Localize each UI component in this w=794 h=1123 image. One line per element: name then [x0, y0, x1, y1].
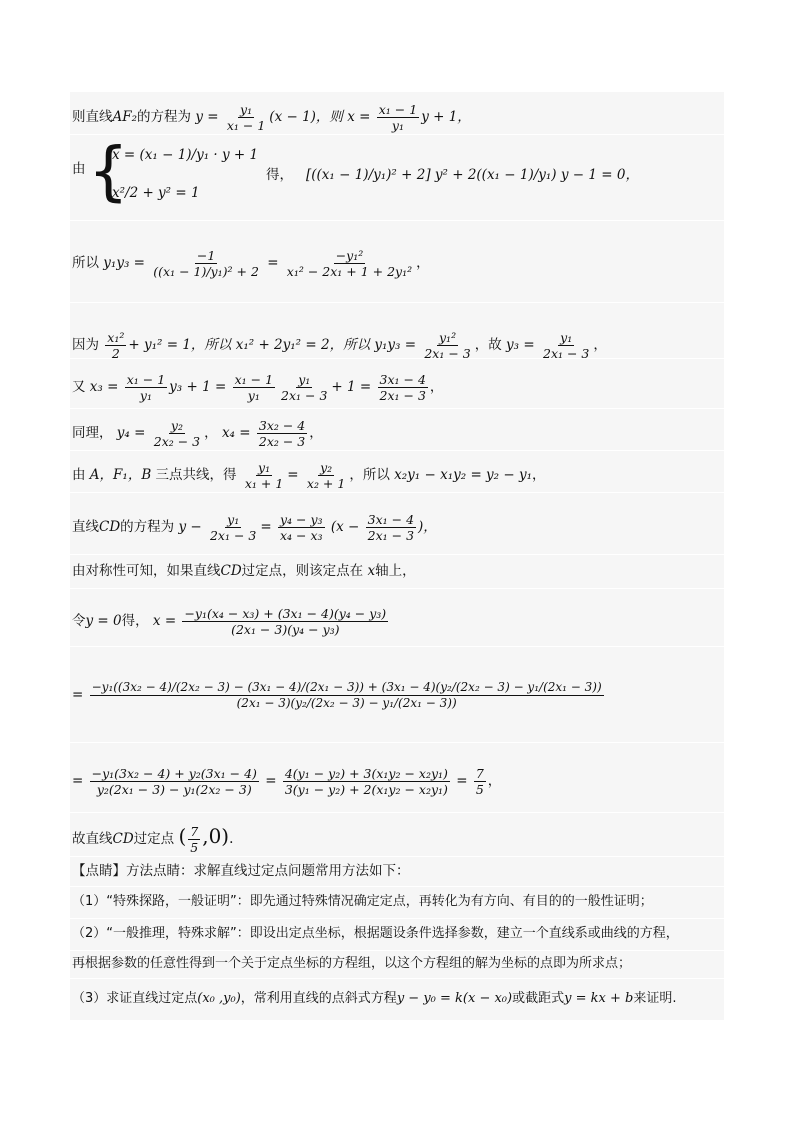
- denominator: ((x₁ − 1)/y₁)² + 2: [153, 264, 259, 279]
- math: =: [72, 687, 84, 703]
- numerator: 7: [190, 824, 199, 839]
- row-1: [70, 92, 724, 135]
- row-6: [70, 408, 724, 451]
- row-16: [70, 918, 724, 951]
- row-8: [70, 492, 724, 555]
- denominator: x₂ + 1: [306, 476, 346, 491]
- denominator: (2x₁ − 3)(y₄ − y₃): [231, 622, 340, 637]
- fraction: [125, 372, 167, 403]
- text: 来证明.: [633, 991, 677, 1006]
- line-tongli: [72, 418, 323, 449]
- row-14: [70, 856, 724, 887]
- text: 令: [72, 613, 86, 629]
- method-3: [72, 990, 676, 1008]
- label-you: [72, 160, 86, 178]
- numerator: y₂: [170, 418, 183, 433]
- denominator: 2x₂ − 3: [153, 434, 201, 449]
- fraction: [243, 460, 285, 491]
- math: + 1 =: [331, 379, 372, 395]
- math: x =: [347, 109, 371, 125]
- denominator: 3(y₁ − y₂) + 2(x₁y₂ − x₂y₁): [284, 782, 448, 797]
- numerator: y₄ − y₃: [279, 512, 323, 527]
- math: A，F₁，B: [89, 467, 152, 483]
- math: .: [229, 831, 234, 847]
- fraction: [279, 372, 329, 403]
- fraction: [377, 102, 419, 133]
- denominator: 2x₁ − 3: [424, 346, 471, 361]
- math: CD: [99, 519, 121, 535]
- tag-dianjing: 【点睛】: [72, 863, 126, 879]
- line-symmetry: [72, 562, 416, 580]
- line-cd-equation: [72, 512, 437, 543]
- numerator: −y₁(x₄ − x₃) + (3x₁ − 4)(y₄ − y₃): [184, 606, 387, 621]
- line-collinear: [72, 460, 546, 491]
- fraction: [541, 330, 591, 361]
- text-de: 得，: [266, 167, 293, 183]
- line-af2-equation: [72, 102, 471, 133]
- denominator: 2x₁ − 3: [209, 528, 257, 543]
- text: 故直线: [72, 831, 113, 847]
- math: y −: [178, 519, 202, 535]
- method-1: （1）“特殊探路，一般证明”：即先通过特殊情况确定定点，再转化为有方向、有目的的一般性证明；: [72, 894, 653, 909]
- text: 方法点睛：求解直线过定点问题常用方法如下：: [126, 863, 410, 879]
- fraction: [257, 418, 307, 449]
- math: x₃ =: [89, 379, 119, 395]
- denominator: y₁: [391, 118, 404, 133]
- fraction: [152, 418, 202, 449]
- math: y = 0: [85, 613, 122, 629]
- fraction: [366, 512, 416, 543]
- denominator: 5: [190, 840, 199, 855]
- text: ，故: [474, 337, 502, 353]
- math: y₁y₃ =: [374, 337, 417, 353]
- numerator: 3x₂ − 4: [258, 418, 306, 433]
- math: =: [287, 467, 299, 483]
- numerator: x₁ − 1: [378, 102, 418, 117]
- fraction: [188, 824, 200, 855]
- math: =: [260, 519, 272, 535]
- denominator: x₁² − 2x₁ + 1 + 2y₁²: [286, 264, 413, 279]
- text: 得，: [121, 613, 149, 629]
- math: CD: [220, 563, 242, 579]
- math: =: [72, 773, 84, 789]
- fraction: [90, 766, 259, 797]
- math: y₃ + 1 =: [169, 379, 227, 395]
- denominator: y₁: [247, 388, 260, 403]
- math: y₃ =: [506, 337, 535, 353]
- solution-panel: [70, 92, 724, 1020]
- math: =: [267, 255, 279, 271]
- line-let-y-zero: [72, 606, 390, 637]
- math: ，: [309, 425, 323, 441]
- denominator: 2x₁ − 3: [367, 528, 415, 543]
- denominator: x₄ − x₃: [280, 528, 323, 543]
- row-12: [70, 742, 724, 813]
- numerator: −y₁(3x₂ − 4) + y₂(3x₁ − 4): [91, 766, 257, 781]
- math: x₂y₁ − x₁y₂ = y₂ − y₁: [394, 467, 533, 483]
- numerator: −1: [196, 248, 216, 263]
- system-equation-1: x = (x₁ − 1)/y₁ · y + 1: [112, 147, 259, 163]
- text: 或截距式: [512, 991, 565, 1006]
- left-brace-icon: {: [88, 135, 129, 209]
- fraction: [208, 512, 258, 543]
- method-2-cont: 再根据参数的任意性得到一个关于定点坐标的方程组，以这个方程组的解为坐标的点即为所求点；: [72, 956, 632, 971]
- math: (x − 1)，则: [269, 109, 343, 125]
- row-11: [70, 646, 724, 743]
- denominator: 2x₁ − 3: [543, 346, 590, 361]
- math: =: [456, 773, 468, 789]
- math: CD: [112, 831, 134, 847]
- denominator: 2x₁ − 3: [281, 388, 328, 403]
- fraction: [151, 248, 261, 279]
- math: y₁y₃ =: [103, 255, 145, 271]
- text: 同理，: [72, 425, 113, 441]
- math: y − y₀ = k(x − x₀): [396, 991, 513, 1006]
- numerator: 4(y₁ − y₂) + 3(x₁y₂ − x₂y₁): [284, 766, 448, 781]
- math: y =: [195, 109, 219, 125]
- fraction: [182, 606, 388, 637]
- math: )，: [418, 519, 437, 535]
- fraction: [283, 766, 450, 797]
- math: ，: [204, 425, 218, 441]
- numerator: y₁: [560, 330, 573, 345]
- numerator: y₁: [258, 460, 271, 475]
- row-9: [70, 554, 724, 589]
- text: 由: [72, 161, 86, 177]
- numerator: y₂: [320, 460, 333, 475]
- numerator: y₁: [298, 372, 311, 387]
- text: ，所以: [349, 467, 390, 483]
- text: 又: [72, 379, 86, 395]
- fraction: [422, 330, 472, 361]
- fraction: [225, 102, 267, 133]
- math: y + 1，: [421, 109, 471, 125]
- math: y = kx + b: [564, 991, 634, 1006]
- numerator: −y₁²: [335, 248, 364, 263]
- math: ，: [487, 773, 502, 789]
- text: 过定点，则该定点在: [241, 563, 364, 579]
- row-3: [70, 220, 724, 303]
- denominator: (2x₁ − 3)(y₂/(2x₂ − 3) − y₁/(2x₁ − 3)): [236, 696, 457, 710]
- math: y₄ =: [116, 425, 146, 441]
- math: x₄ =: [221, 425, 251, 441]
- text: 轴上，: [375, 563, 416, 579]
- math: ，: [416, 255, 430, 271]
- text: 所以: [72, 255, 99, 271]
- math: ，: [532, 467, 546, 483]
- row-2: [70, 134, 724, 221]
- denominator: y₂(2x₁ − 3) − y₁(2x₂ − 3): [96, 782, 252, 797]
- fraction: [305, 460, 347, 491]
- numerator: y₁: [227, 512, 240, 527]
- paren: (: [178, 824, 187, 848]
- line-conclusion: [72, 824, 233, 855]
- text: 由: [72, 467, 86, 483]
- math: (x −: [330, 519, 360, 535]
- text: 直线: [72, 519, 99, 535]
- denominator: x₁ + 1: [244, 476, 284, 491]
- text: 的方程为: [120, 519, 175, 535]
- math: AF₂: [112, 109, 138, 125]
- fraction: [233, 372, 275, 403]
- fraction: [105, 330, 126, 361]
- line-because: [72, 330, 607, 361]
- line-dianjing: [72, 862, 410, 880]
- fraction: [90, 680, 604, 711]
- text: 由对称性可知，如果直线: [72, 563, 221, 579]
- numerator: −y₁((3x₂ − 4)/(2x₂ − 3) − (3x₁ − 4)/(2x₁ − 3)) + (3x₁ − 4)(y₂/(2x₂ − 3) − y₁/(2x₁ − 3)): [91, 680, 602, 694]
- line-simplify: [72, 766, 501, 797]
- math: x =: [152, 613, 177, 629]
- line-y1y3: [72, 248, 430, 279]
- line-substitute: [72, 680, 606, 711]
- math: =: [265, 773, 277, 789]
- numerator: 7: [475, 766, 484, 781]
- method-2: （2）“一般推理，特殊求解”：即设出定点坐标，根据题设条件选择参数，建立一个直线系或曲线的方程，: [72, 926, 679, 941]
- math: + y₁² = 1，所以: [128, 337, 232, 353]
- paren: ,0): [202, 824, 230, 848]
- math: x₁² + 2y₁² = 2，所以: [235, 337, 371, 353]
- row-13: [70, 812, 724, 857]
- row-17: [70, 950, 724, 979]
- math: (x₀ ,y₀): [197, 991, 241, 1006]
- math: ，: [429, 379, 444, 395]
- row-4: [70, 302, 724, 359]
- denominator: 2x₂ − 3: [258, 434, 306, 449]
- fraction: [474, 766, 486, 797]
- row-7: [70, 450, 724, 493]
- denominator: 2: [111, 346, 120, 361]
- fraction: [278, 512, 325, 543]
- line-x3: [72, 372, 443, 403]
- quadratic-equation: [((x₁ − 1)/y₁)² + 2] y² + 2((x₁ − 1)/y₁) y − 1 = 0，: [306, 167, 639, 183]
- row-5: [70, 358, 724, 409]
- text: 因为: [72, 337, 99, 353]
- denominator: y₁: [139, 388, 152, 403]
- row-18: [70, 978, 724, 1020]
- fraction: [285, 248, 414, 279]
- math: x: [367, 563, 376, 579]
- numerator: x₁ − 1: [234, 372, 274, 387]
- row-10: [70, 588, 724, 647]
- text: 三点共线，得: [155, 467, 237, 483]
- numerator: 3x₁ − 4: [367, 512, 415, 527]
- fraction: [378, 372, 428, 403]
- numerator: x₁ − 1: [126, 372, 166, 387]
- denominator: 5: [475, 782, 484, 797]
- text: 则直线: [72, 109, 113, 125]
- denominator: x₁ − 1: [226, 118, 266, 133]
- numerator: 3x₁ − 4: [379, 372, 426, 387]
- row-15: [70, 886, 724, 919]
- math: ，: [593, 337, 607, 353]
- numerator: y₁: [240, 102, 253, 117]
- denominator: 2x₁ − 3: [379, 388, 426, 403]
- numerator: x₁²: [107, 330, 125, 345]
- text: 过定点: [133, 831, 175, 847]
- text: 的方程为: [137, 109, 192, 125]
- system-equation-2: x²/2 + y² = 1: [112, 185, 200, 201]
- text: （3）求证直线过定点: [72, 991, 198, 1006]
- numerator: y₁²: [439, 330, 457, 345]
- text: ，常利用直线的点斜式方程: [240, 991, 397, 1006]
